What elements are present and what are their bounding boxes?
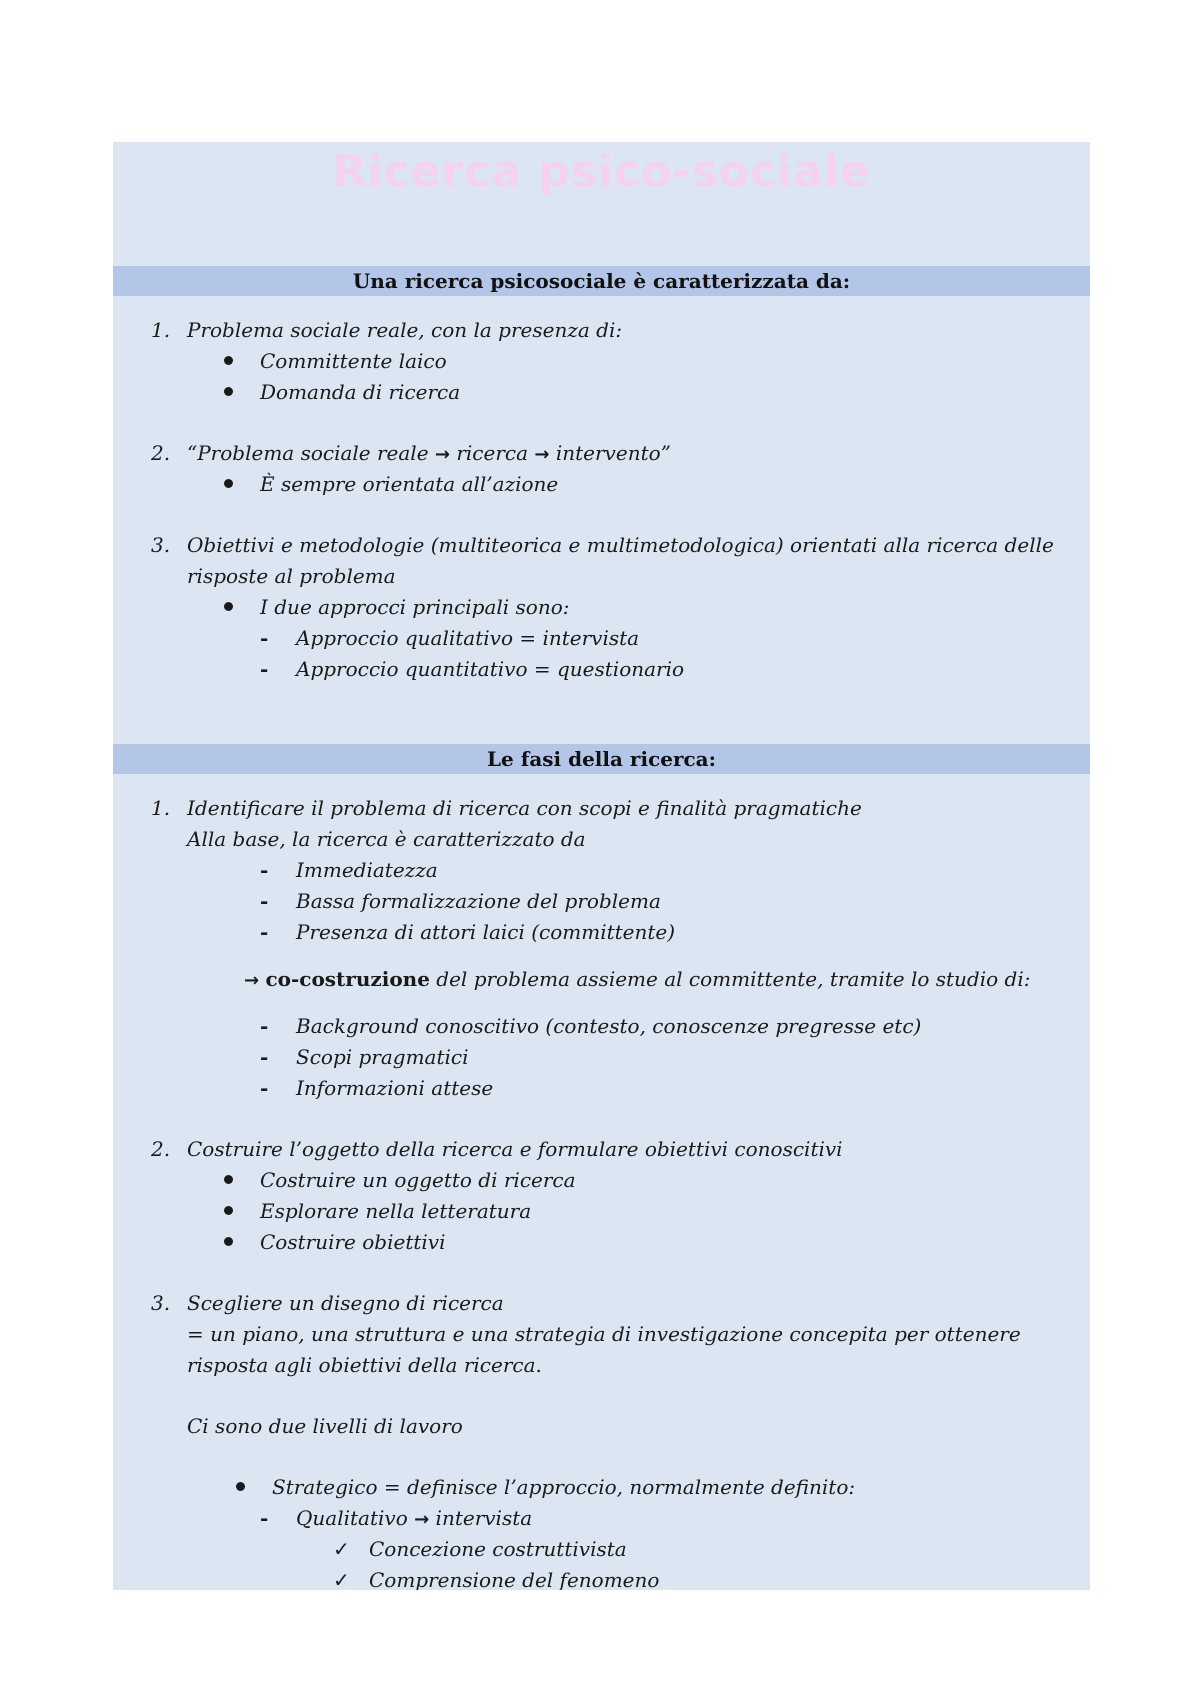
dash-item: Scopi pragmatici — [296, 1045, 469, 1069]
list-item-text: “Problema sociale reale → ricerca → intervento” — [187, 441, 671, 465]
list-item-text-continued: Alla base, la ricerca è caratterizzato da — [187, 827, 586, 851]
list-number: 3. — [151, 1291, 171, 1315]
check-item: Comprensione del fenomeno — [369, 1568, 660, 1590]
list-number: 1. — [151, 796, 171, 820]
list-item-text: Costruire l’oggetto della ricerca e formulare obiettivi conoscitivi — [187, 1137, 843, 1161]
list-item-text: Identificare il problema di ricerca con scopi e finalità pragmatiche — [187, 796, 862, 820]
bullet-dot-icon — [224, 602, 233, 611]
dash-marker: - — [260, 626, 269, 650]
bullet-item: Committente laico — [260, 349, 447, 373]
bullet-dot-icon — [224, 356, 233, 365]
co-construction-line: → co-costruzione del problema assieme al committente, tramite lo studio di: — [244, 967, 1031, 991]
bullet-item: Domanda di ricerca — [260, 380, 461, 404]
levels-intro: Ci sono due livelli di lavoro — [187, 1414, 463, 1438]
dash-marker: - — [260, 1076, 269, 1100]
checkmark-icon: ✓ — [333, 1568, 350, 1590]
dash-marker: - — [260, 858, 269, 882]
list-number: 2. — [151, 1137, 171, 1161]
dash-item: Background conoscitivo (contesto, conoscenze pregresse etc) — [296, 1014, 922, 1038]
list-item-text: Scegliere un disegno di ricerca — [187, 1291, 504, 1315]
list-item-text: Problema sociale reale, con la presenza di: — [187, 318, 623, 342]
bullet-item: Strategico = definisce l’approccio, normalmente definito: — [272, 1475, 856, 1499]
bullet-item: Esplorare nella letteratura — [260, 1199, 532, 1223]
document-content — [113, 142, 1090, 1590]
dash-marker: - — [260, 1506, 269, 1530]
arrow-right-icon: → — [414, 1509, 430, 1530]
bullet-dot-icon — [224, 1237, 233, 1246]
list-number: 1. — [151, 318, 171, 342]
list-item-text: Obiettivi e metodologie (multiteorica e multimetodologica) orientati alla ricerca delle — [187, 533, 1054, 557]
co-construction-term: co-costruzione — [265, 967, 430, 991]
bullet-item: Costruire un oggetto di ricerca — [260, 1168, 576, 1192]
list-item-text-continued: = un piano, una struttura e una strategia di investigazione concepita per ottenere — [187, 1322, 1021, 1346]
list-item-text-continued: risposta agli obiettivi della ricerca. — [187, 1353, 542, 1377]
dash-marker: - — [260, 889, 269, 913]
bullet-item: Costruire obiettivi — [260, 1230, 446, 1254]
dash-item: Presenza di attori laici (committente) — [296, 920, 676, 944]
bullet-item: È sempre orientata all’azione — [260, 472, 559, 496]
list-number: 3. — [151, 533, 171, 557]
bullet-dot-icon — [224, 1175, 233, 1184]
bullet-dot-icon — [236, 1482, 245, 1491]
checkmark-icon: ✓ — [333, 1537, 350, 1561]
section-header-characteristics: Una ricerca psicosociale è caratterizzata da: — [113, 266, 1090, 296]
dash-marker: - — [260, 657, 269, 681]
arrow-right-icon: → — [244, 970, 260, 991]
arrow-right-icon: → — [534, 444, 550, 465]
bullet-dot-icon — [224, 479, 233, 488]
list-number: 2. — [151, 441, 171, 465]
check-item: Concezione costruttivista — [369, 1537, 627, 1561]
bullet-dot-icon — [224, 387, 233, 396]
dash-item: Immediatezza — [296, 858, 438, 882]
list-item-text-continued: risposte al problema — [187, 564, 396, 588]
section-header-phases: Le fasi della ricerca: — [113, 744, 1090, 774]
dash-item: Informazioni attese — [296, 1076, 494, 1100]
arrow-right-icon: → — [434, 444, 450, 465]
dash-marker: - — [260, 1014, 269, 1038]
dash-item: Approccio qualitativo = intervista — [296, 626, 640, 650]
document-title: Ricerca psico-sociale — [332, 146, 871, 197]
dash-marker: - — [260, 1045, 269, 1069]
dash-marker: - — [260, 920, 269, 944]
dash-item: Bassa formalizzazione del problema — [296, 889, 661, 913]
dash-item: Approccio quantitativo = questionario — [296, 657, 685, 681]
dash-item: Qualitativo → intervista — [296, 1506, 533, 1530]
bullet-item: I due approcci principali sono: — [260, 595, 570, 619]
bullet-dot-icon — [224, 1206, 233, 1215]
